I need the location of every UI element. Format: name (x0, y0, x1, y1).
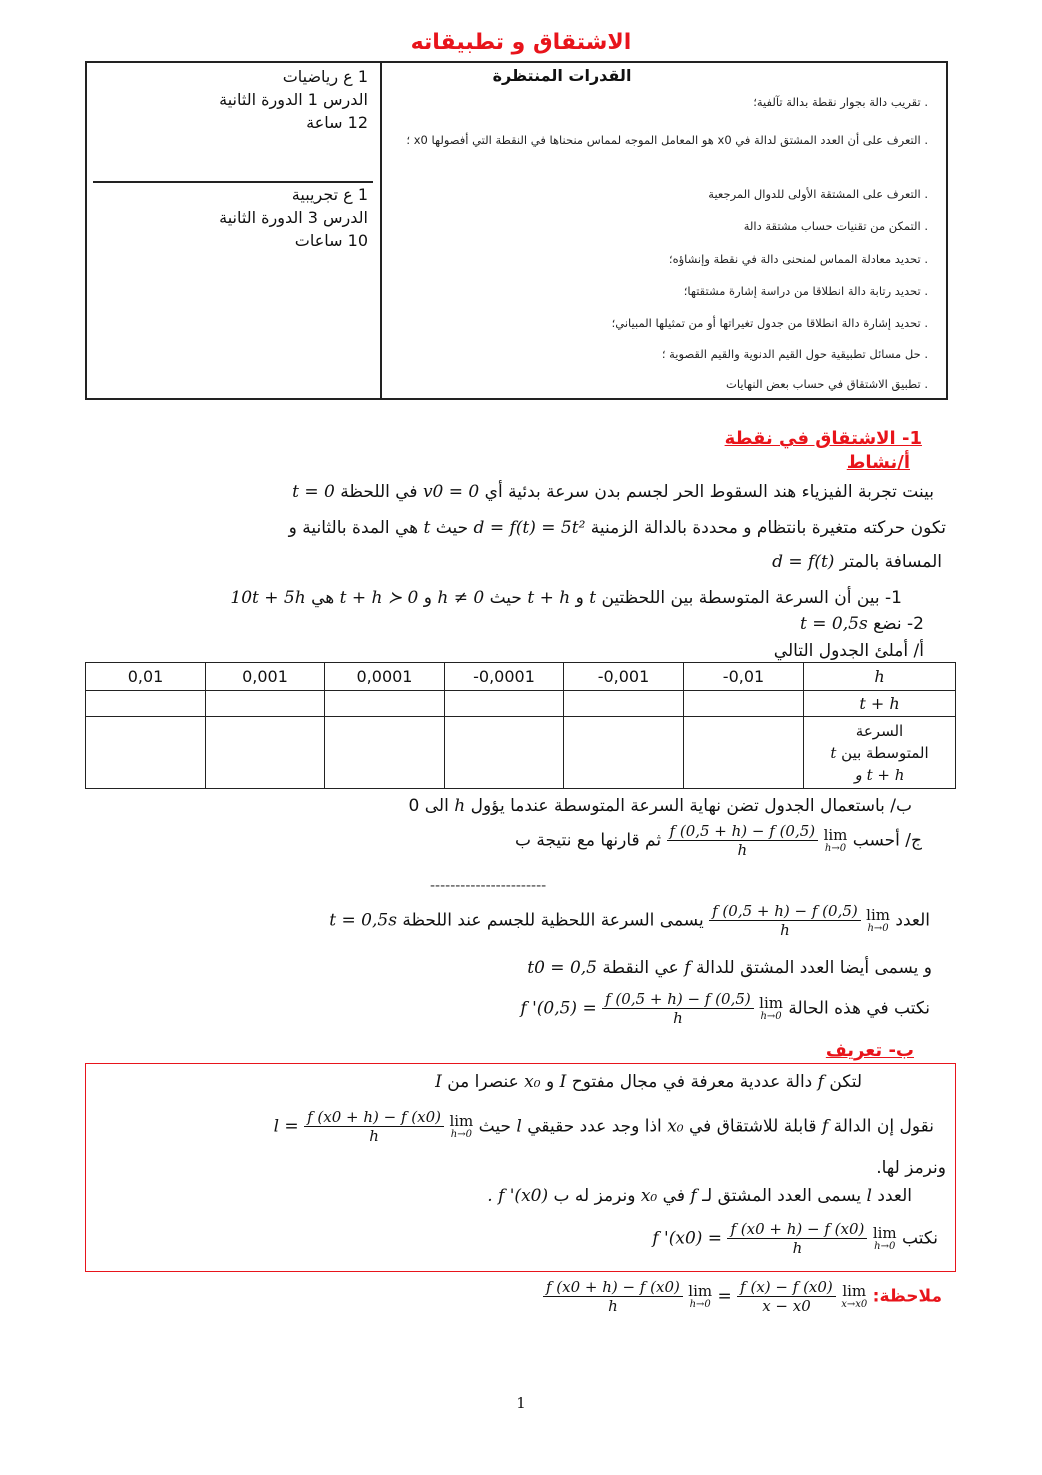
limit: lim x→x0 (841, 1282, 868, 1310)
note-line: ملاحظة: lim x→x0 $\frac{f (x) - f (x0)}{x - x0}$ = lim h→0 $\frac{f (x0 + h) - f (x0)}{h}$ (543, 1278, 942, 1315)
capacity-item: . تحديد إشارة دالة انطلاقا من جدول تغيراتها أو من تمثيلها المبياني؛ (611, 316, 928, 330)
definition-line: العدد l يسمى العدد المشتق لـ f في x₀ ونرمز له ب f '(x0) . (487, 1186, 912, 1206)
table-header: t + h (804, 691, 956, 717)
statement-line: نكتب في هذه الحالة lim h→0 $\frac{f (0,5 + h) - f (0,5)}{h}$ = f '(0,5) (520, 990, 930, 1027)
table-cell[interactable] (684, 691, 804, 717)
capacity-item: . التعرف على أن العدد المشتق لدالة في x0 هو المعامل الموجه لمماس منحناها في النقطة التي أفصولها x0 ؛ (406, 133, 928, 147)
table-cell: -0,0001 (445, 663, 564, 691)
activity-line: المسافة بالمتر d = f(t) (772, 552, 942, 572)
table-header: السرعة المتوسطة بين t t + h و (804, 717, 956, 789)
table-cell: -0,01 (684, 663, 804, 691)
table-cell[interactable] (206, 717, 325, 789)
course-block-experimental (98, 183, 368, 252)
table-cell[interactable] (325, 717, 445, 789)
capacities-title: القدرات المنتظرة (492, 66, 632, 85)
table-cell[interactable] (684, 717, 804, 789)
table-divider (380, 63, 382, 398)
fraction: $\frac{f (x0 + h) - f (x0)}{h}$ (304, 1108, 444, 1145)
capacity-item: . حل مسائل تطبيقية حول القيم الدنوية والقيم القصوية ؛ (661, 347, 928, 361)
question-1: 1- بين أن السرعة المتوسطة بين اللحظتين t و t + h حيث h ≠ 0 و t + h ≻ 0 هي 10t + 5h (230, 588, 902, 608)
statement-line: و يسمى أيضا العدد المشتق للدالة f عي النقطة t0 = 0,5 (527, 958, 932, 978)
separator: ----------------------- (430, 878, 547, 894)
statement-line: العدد lim h→0 $\frac{f (0,5 + h) - f (0,5)}{h}$ يسمى السرعة اللحظية للجسم عند اللحظة t = 0,5s (329, 902, 930, 939)
note-heading: ملاحظة: (872, 1286, 942, 1307)
question-b: ب/ باستعمال الجدول تضن نهاية السرعة المتوسطة عندما يؤول h الى 0 (408, 796, 912, 816)
fraction: $\frac{f (0,5 + h) - f (0,5)}{h}$ (667, 822, 819, 859)
capacity-item: . تحديد رتابة دالة انطلاقا من دراسة إشارة مشتقتها؛ (683, 284, 928, 298)
course-hours: 12 ساعة (306, 113, 368, 132)
activity-heading: أ/نشاط (846, 452, 910, 473)
limit: lim h→0 (872, 1224, 897, 1252)
question-2a: أ/ أملئ الجدول التالي (773, 641, 924, 661)
objectives-table (85, 61, 948, 400)
table-cell: 0,01 (86, 663, 206, 691)
course-hours: 10 ساعات (294, 231, 368, 250)
limit: lim h→0 (866, 906, 890, 934)
fraction: $\frac{f (0,5 + h) - f (0,5)}{h}$ (709, 902, 861, 939)
course-lesson: الدرس 1 الدورة الثانية (219, 90, 368, 109)
table-cell: 0,0001 (325, 663, 445, 691)
activity-line: تكون حركته متغيرة بانتظام و محددة بالدالة الزمنية d = f(t) = 5t² حيث t هي المدة بالثانية و (288, 518, 946, 538)
definition-line: ونرمز لها. (876, 1158, 946, 1178)
question-c: ج/ أحسب lim h→0 $\frac{f (0,5 + h) - f (0,5)}{h}$ ثم قارنها مع نتيجة ب (514, 822, 922, 859)
definition-line: نقول إن الدالة f قابلة للاشتقاق في x₀ اذا وجد عدد حقيقي l حيث lim h→0 $\frac{f (x0 + h) - f (x0)}{h}$ = l (273, 1108, 934, 1145)
table-cell[interactable] (564, 691, 684, 717)
question-2: 2- نضع t = 0,5s (800, 614, 924, 634)
table-header: h (804, 663, 956, 691)
fraction: $\frac{f (0,5 + h) - f (0,5)}{h}$ (602, 990, 754, 1027)
definition-line: لتكن f دالة عددية معرفة في مجال مفتوح I و x₀ عنصرا من I (435, 1072, 862, 1092)
values-table (85, 662, 956, 789)
activity-line: بينت تجربة الفيزياء هند السقوط الحر لجسم بدن سرعة بدئية أي v0 = 0 في اللحظة t = 0 (292, 482, 934, 502)
limit: lim h→0 (449, 1112, 474, 1140)
table-cell[interactable] (445, 717, 564, 789)
capacity-item: . التعرف على المشتقة الأولى للدوال المرجعية (708, 187, 928, 201)
capacity-item: . تطبيق الاشتقاق في حساب بعض النهايات (726, 377, 928, 391)
fraction: $\frac{f (x0 + h) - f (x0)}{h}$ (727, 1220, 867, 1257)
definition-heading: ب- تعريف (825, 1040, 914, 1061)
page-number: 1 (516, 1394, 526, 1412)
table-cell[interactable] (325, 691, 445, 717)
course-level: 1 ع تجريبية (291, 185, 368, 204)
fraction: $\frac{f (x0 + h) - f (x0)}{h}$ (543, 1278, 683, 1315)
table-cell[interactable] (564, 717, 684, 789)
limit: lim h→0 (823, 826, 848, 854)
page-title: الاشتقاق و تطبيقاته (410, 30, 632, 55)
section-heading: 1- الاشتقاق في نقطة (724, 428, 922, 449)
limit: lim h→0 (688, 1282, 713, 1310)
capacity-item: . تقريب دالة بجوار نقطة بدالة تآلفية؛ (753, 95, 928, 109)
course-level: 1 ع رياضيات (282, 67, 368, 86)
table-cell[interactable] (206, 691, 325, 717)
table-cell: 0,001 (206, 663, 325, 691)
capacity-item: . التمكن من تقنيات حساب مشتقة دالة (743, 219, 928, 233)
course-block-math (98, 65, 368, 134)
table-cell[interactable] (86, 717, 206, 789)
limit: lim h→0 (759, 994, 783, 1022)
table-cell: -0,001 (564, 663, 684, 691)
table-cell[interactable] (445, 691, 564, 717)
course-lesson: الدرس 3 الدورة الثانية (219, 208, 368, 227)
table-cell[interactable] (86, 691, 206, 717)
definition-line: نكتب lim h→0 $\frac{f (x0 + h) - f (x0)}{h}$ = f '(x0) (652, 1220, 938, 1257)
capacity-item: . تحديد معادلة المماس لمنحنى دالة في نقطة وإنشاؤه؛ (668, 252, 928, 266)
fraction: $\frac{f (x) - f (x0)}{x - x0}$ (737, 1278, 836, 1315)
